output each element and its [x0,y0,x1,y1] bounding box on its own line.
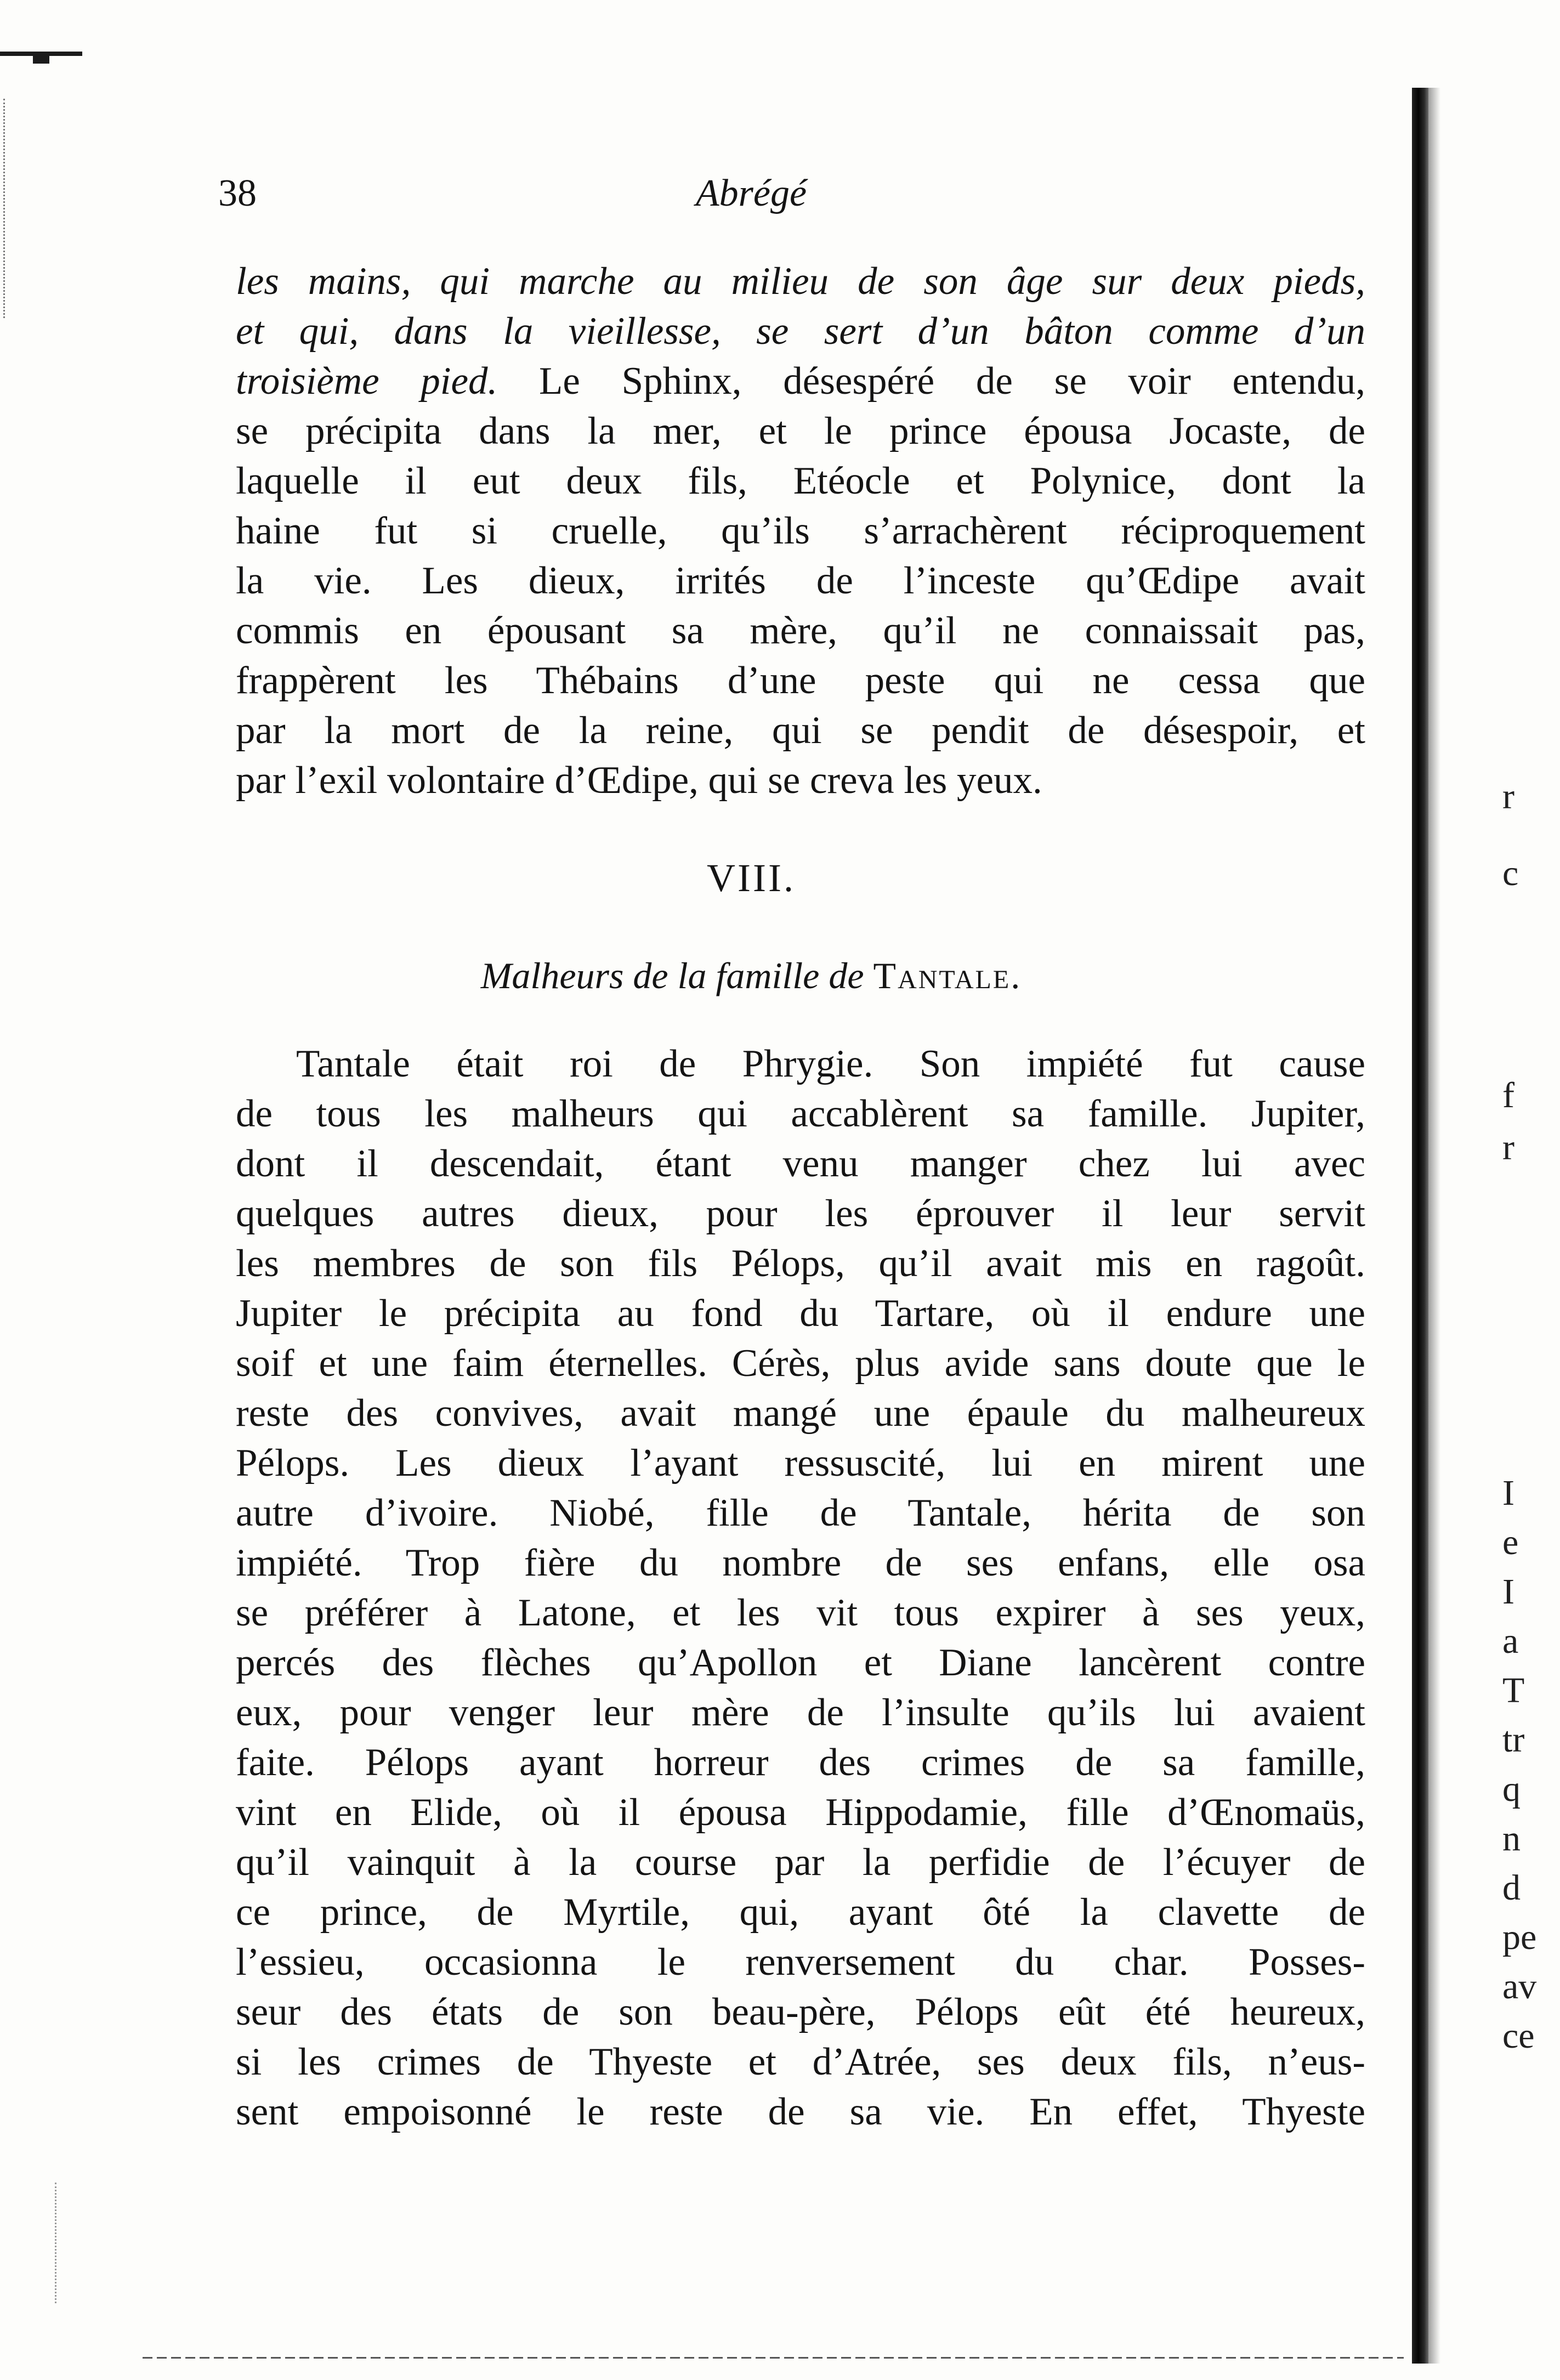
text-line: Jupiter le précipita au fond du Tartare, où il endure une [236,1292,1365,1335]
section-number: VIII. [707,856,796,900]
text-line: qu’il vainquit à la course par la perfidie de l’écuyer de [236,1841,1365,1884]
text-line: Tantale était roi de Phrygie. Son impiété fut cause [296,1042,1365,1085]
margin-fragment: e [1502,1522,1519,1562]
margin-fragment: d [1502,1868,1521,1908]
text-line: reste des convives, avait mangé une épaule du malheureux [236,1392,1365,1435]
margin-fragment: I [1502,1473,1514,1513]
text-line: laquelle il eut deux fils, Etéocle et Polynice, dont la [236,460,1365,502]
text-line: autre d’ivoire. Niobé, fille de Tantale, hérita de son [236,1492,1365,1534]
margin-fragment: r [1502,777,1514,817]
scan-edge-bar [0,52,82,56]
passage-two [236,1039,1365,2137]
text-line: les mains, qui marche au milieu de son âge sur deux pieds, [236,260,1365,303]
margin-fragment: c [1502,853,1519,893]
text-line: haine fut si cruelle, qu’ils s’arrachèrent réciproquement [236,509,1365,552]
section-title [307,957,1195,994]
text-line-mixed [236,356,1365,406]
text-line: l’essieu, occasionna le renversement du char. Posses- [236,1941,1365,1984]
text-line: les membres de son fils Pélops, qu’il avait mis en ragoût. [236,1242,1365,1285]
text-line: Pélops. Les dieux l’ayant ressuscité, lui en mirent une [236,1442,1365,1484]
text-line: faite. Pélops ayant horreur des crimes de sa famille, [236,1741,1365,1784]
text-line: soif et une faim éternelles. Cérès, plus avide sans doute que le [236,1342,1365,1385]
text-line: sent empoisonné le reste de sa vie. En effet, Thyeste [236,2090,1365,2133]
text-line: frappèrent les Thébains d’une peste qui ne cessa que [236,659,1365,702]
text-line: et qui, dans la vieillesse, se sert d’un bâton comme d’un [236,310,1365,353]
margin-fragment: a [1502,1621,1519,1661]
margin-fragment: tr [1502,1720,1525,1760]
scan-edge-artifact [0,44,93,77]
section-title-name: Tantale. [873,955,1022,996]
section-title-italic: Malheurs de la famille de [480,955,864,996]
scan-edge-mark [33,56,49,64]
text-line: commis en épousant sa mère, qu’il ne connaissait pas, [236,609,1365,652]
margin-fragment: pe [1502,1917,1537,1957]
page-number: 38 [218,172,257,214]
text-line: de tous les malheurs qui accablèrent sa famille. Jupiter, [236,1092,1365,1135]
text-line: se précipita dans la mer, et le prince épousa Jocaste, de [236,410,1365,452]
passage-one [236,257,1365,806]
margin-fragment: T [1502,1670,1525,1710]
text-line: vint en Elide, où il épousa Hippodamie, fille d’Œnomaüs, [236,1791,1365,1834]
bottom-edge-line [143,2357,1404,2359]
text-line: ce prince, de Myrtile, qui, ayant ôté la clavette de [236,1891,1365,1934]
margin-fragment: r [1502,1127,1514,1168]
margin-fragment: n [1502,1818,1521,1858]
running-head: Abrégé [695,172,807,214]
margin-fragment: ce [1502,2016,1535,2056]
italic-phrase: troisième pied. [236,360,498,403]
margin-fragment: f [1502,1075,1514,1115]
text-line: quelques autres dieux, pour les éprouver il leur servit [236,1192,1365,1235]
text-line: par la mort de la reine, qui se pendit de désespoir, et [236,709,1365,752]
margin-fragment: av [1502,1967,1537,2007]
text-line: par l’exil volontaire d’Œdipe, qui se creva les yeux. [236,759,1042,802]
binding-gutter-shadow [1412,88,1428,2364]
text-line: eux, pour venger leur mère de l’insulte qu’ils lui avaient [236,1691,1365,1734]
text-segment: Le Sphinx, désespéré de se voir entendu, [539,360,1366,403]
text-line: la vie. Les dieux, irrités de l’inceste qu’Œdipe avait [236,559,1365,602]
margin-fragment: I [1502,1572,1514,1612]
text-line: seur des états de son beau-père, Pélops eût été heureux, [236,1991,1365,2033]
text-line: si les crimes de Thyeste et d’Atrée, ses deux fils, n’eus- [236,2041,1365,2083]
margin-fragment: q [1502,1769,1521,1809]
text-line: impiété. Trop fière du nombre de ses enfans, elle osa [236,1542,1365,1584]
binding-gutter-fade [1428,88,1440,2364]
scan-edge-specks-lower [55,2183,67,2303]
text-line: se préférer à Latone, et les vit tous expirer à ses yeux, [236,1591,1365,1634]
scan-edge-specks [3,99,27,318]
text-line: dont il descendait, étant venu manger chez lui avec [236,1142,1365,1185]
text-line: percés des flèches qu’Apollon et Diane lancèrent contre [236,1641,1365,1684]
